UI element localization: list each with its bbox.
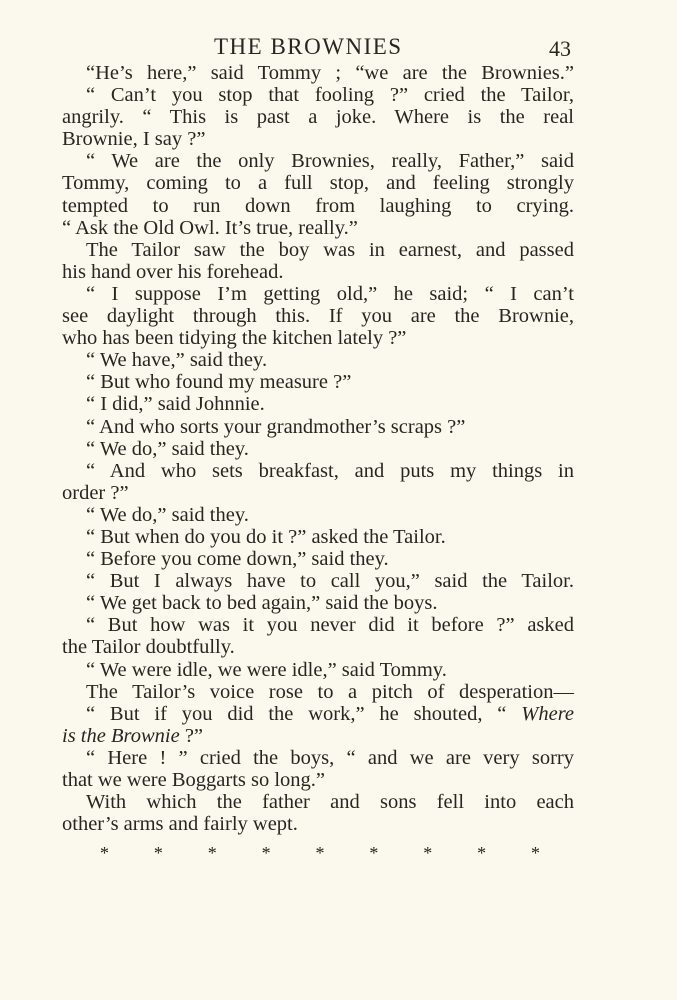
text-line: “ We were idle, we were idle,” said Tommy.: [86, 658, 447, 681]
italic-text: Where: [521, 702, 575, 725]
text-line: “ I did,” said Johnnie.: [86, 393, 265, 416]
text-line: who has been tidying the kitchen lately ?”: [62, 327, 407, 350]
text-line: other’s arms and fairly wept.: [62, 813, 298, 836]
asterisk-icon: *: [477, 843, 487, 863]
text-line: “ I suppose I’m getting old,” he said; “ I can’t: [86, 282, 574, 305]
text-line: “ We do,” said they.: [86, 437, 249, 460]
text-line: order ?”: [62, 481, 129, 504]
text-line: “He’s here,” said Tommy ; “we are the Brownies.”: [86, 62, 574, 84]
italic-text: is the Brownie: [62, 724, 180, 747]
asterisk-icon: *: [315, 843, 325, 863]
text-line: Tommy, coming to a full stop, and feeling strongly: [62, 172, 574, 195]
text-line: that we were Boggarts so long.”: [62, 769, 326, 791]
text-span: ?”: [179, 724, 204, 747]
text-line: see daylight through this. If you are the Brownie,: [62, 305, 574, 328]
asterisk-icon: *: [100, 843, 109, 863]
text-line: “ We have,” said they.: [86, 349, 268, 372]
text-line: the Tailor doubtfully.: [62, 636, 235, 659]
text-line: “ But I always have to call you,” said the Tailor.: [86, 570, 574, 593]
text-line: [62, 725, 574, 747]
text-line: “ And who sorts your grandmother’s scraps ?”: [86, 415, 466, 438]
text-line: “ And who sets breakfast, and puts my things in: [86, 459, 574, 482]
asterisk-icon: *: [207, 843, 217, 863]
text-line: “ Here ! ” cried the boys, “ and we are very sorry: [86, 746, 574, 769]
body-text: [62, 62, 574, 835]
text-line: tempted to run down from laughing to crying.: [62, 194, 574, 217]
text-line: “ We are the only Brownies, really, Father,” said: [86, 150, 574, 173]
text-line: The Tailor’s voice rose to a pitch of desperation—: [86, 680, 574, 703]
text-line: The Tailor saw the boy was in earnest, and passed: [86, 238, 574, 261]
text-line: [62, 703, 574, 725]
text-line: “ But when do you do it ?” asked the Tailor.: [86, 525, 446, 548]
asterisk-icon: *: [261, 843, 271, 863]
page-number: 43: [549, 36, 571, 61]
section-break-asterisks: [100, 843, 540, 864]
asterisk-icon: *: [153, 843, 163, 863]
text-line: “ Ask the Old Owl. It’s true, really.”: [62, 216, 358, 239]
text-line: angrily. “ This is past a joke. Where is the real: [62, 106, 574, 129]
text-line: “ We do,” said they.: [86, 503, 249, 526]
text-line: “ We get back to bed again,” said the boys.: [86, 592, 438, 615]
asterisk-icon: *: [369, 843, 379, 863]
asterisk-icon: *: [531, 843, 540, 863]
text-line: “ Before you come down,” said they.: [86, 548, 389, 571]
book-title: THE BROWNIES: [214, 34, 403, 59]
text-line: his hand over his forehead.: [62, 260, 284, 283]
text-span: “ But if you did the work,” he shouted, “: [86, 702, 507, 725]
text-line: “ But who found my measure ?”: [86, 371, 352, 394]
text-line: With which the father and sons fell into each: [86, 791, 574, 814]
text-line: “ But how was it you never did it before ?” asked: [86, 614, 574, 637]
asterisk-icon: *: [423, 843, 433, 863]
text-line: “ Can’t you stop that fooling ?” cried the Tailor,: [86, 84, 574, 107]
text-line: Brownie, I say ?”: [62, 128, 206, 151]
